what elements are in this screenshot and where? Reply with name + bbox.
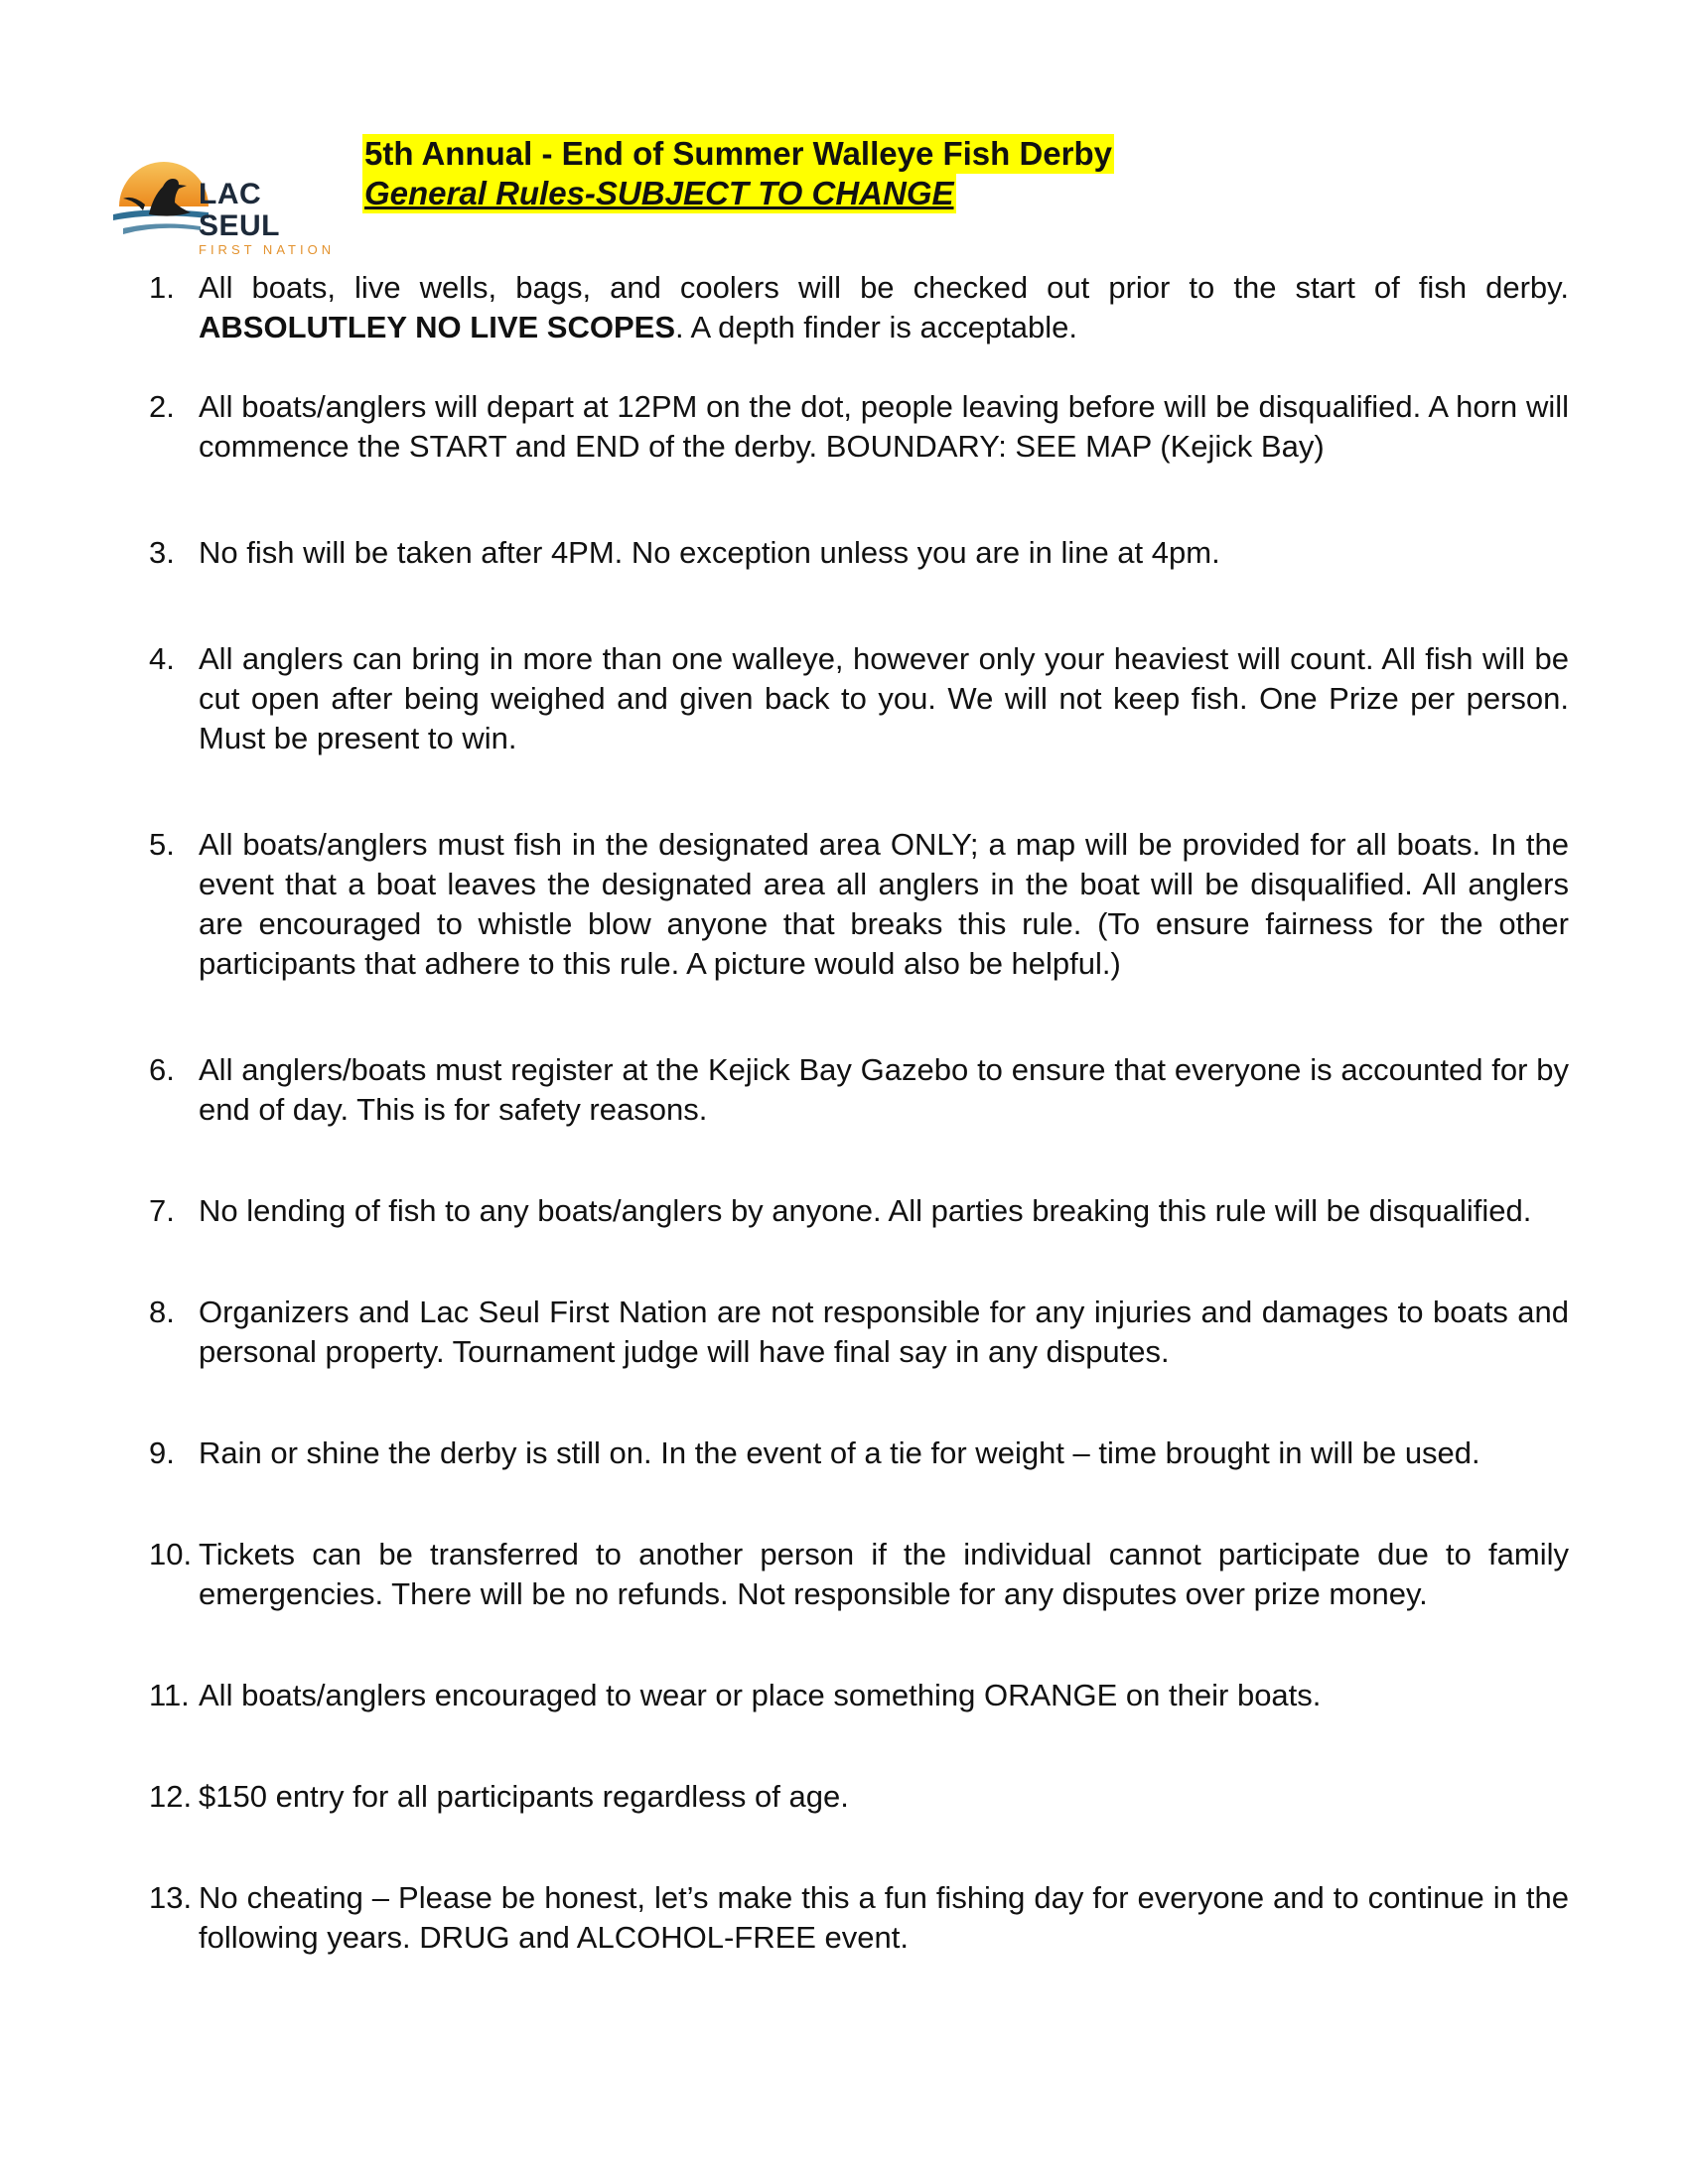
rule-text: Organizers and Lac Seul First Nation are not responsible for any injuries and damages to boats and personal property. Tournament judge will have final say in any disputes. (199, 1295, 1569, 1369)
rule-text: All anglers/boats must register at the Kejick Bay Gazebo to ensure that everyone is accounted for by end of day. This is for safety reasons. (199, 1052, 1569, 1127)
rule-number: 2. (149, 389, 175, 424)
rule-text: All boats/anglers will depart at 12PM on the dot, people leaving before will be disqualified. A horn will commence the START and END of the derby. BOUNDARY: SEE MAP (Kejick Bay) (199, 389, 1569, 464)
rule-item-3 (149, 533, 1569, 573)
rule-item-8 (149, 1293, 1569, 1372)
rule-number: 8. (149, 1295, 175, 1329)
rule-text: All boats/anglers must fish in the designated area ONLY; a map will be provided for all boats. In the event that a boat leaves the designated area all anglers in the boat will be disqualified. All anglers are encouraged to whistle blow anyone that breaks this rule. (To ensure fairness for the other participants that adhere to this rule. A picture would also be helpful.) (199, 827, 1569, 981)
rule-number: 13. (149, 1880, 193, 1915)
rule-emphasis: ABSOLUTLEY NO LIVE SCOPES (199, 310, 676, 344)
page-subtitle: General Rules-SUBJECT TO CHANGE (364, 175, 954, 211)
logo-name: LAC SEUL (199, 178, 281, 242)
rule-item-9 (149, 1433, 1569, 1473)
rules-list (149, 268, 1569, 1958)
rule-number: 7. (149, 1193, 175, 1228)
rule-number: 11. (149, 1678, 190, 1712)
rule-number: 5. (149, 827, 175, 862)
rule-number: 10. (149, 1537, 193, 1571)
rule-text: All boats/anglers encouraged to wear or place something ORANGE on their boats. (199, 1678, 1322, 1712)
rule-item-2 (149, 387, 1569, 467)
rule-number: 1. (149, 270, 175, 305)
rule-text: All anglers can bring in more than one walleye, however only your heaviest will count. All fish will be cut open after being weighed and given back to you. We will not keep fish. One Prize per person. Must be present to win. (199, 641, 1569, 755)
rule-item-11 (149, 1676, 1569, 1715)
rule-item-1 (149, 268, 1569, 347)
rule-text: No fish will be taken after 4PM. No exception unless you are in line at 4pm. (199, 535, 1220, 570)
rule-text: Tickets can be transferred to another person if the individual cannot participate due to family emergencies. There will be no refunds. Not responsible for any disputes over prize money. (199, 1537, 1569, 1611)
rule-text-after: . A depth finder is acceptable. (675, 310, 1078, 344)
logo-subtext: FIRST NATION (199, 242, 336, 257)
rule-text: All boats, live wells, bags, and coolers will be checked out prior to the start of fish derby. (199, 270, 1569, 305)
rule-text: $150 entry for all participants regardless of age. (199, 1779, 849, 1814)
rule-number: 3. (149, 535, 175, 570)
rule-text: No cheating – Please be honest, let’s make this a fun fishing day for everyone and to continue in the following years. DRUG and ALCOHOL-FREE event. (199, 1880, 1569, 1955)
rule-item-5 (149, 825, 1569, 984)
rule-number: 9. (149, 1435, 175, 1470)
rule-number: 6. (149, 1052, 175, 1087)
rule-text: No lending of fish to any boats/anglers by anyone. All parties breaking this rule will be disqualified. (199, 1193, 1532, 1228)
logo-text (199, 179, 338, 258)
rule-item-7 (149, 1191, 1569, 1231)
rule-item-4 (149, 639, 1569, 758)
lac-seul-logo (109, 139, 338, 257)
rule-item-13 (149, 1878, 1569, 1958)
document-header (109, 129, 1579, 257)
rule-item-12 (149, 1777, 1569, 1817)
header-titles (362, 134, 1114, 213)
rule-number: 12. (149, 1779, 193, 1814)
rule-number: 4. (149, 641, 175, 676)
page-title: 5th Annual - End of Summer Walleye Fish Derby (364, 135, 1113, 172)
rule-text: Rain or shine the derby is still on. In the event of a tie for weight – time brought in will be used. (199, 1435, 1480, 1470)
rule-item-6 (149, 1050, 1569, 1130)
rule-item-10 (149, 1535, 1569, 1614)
